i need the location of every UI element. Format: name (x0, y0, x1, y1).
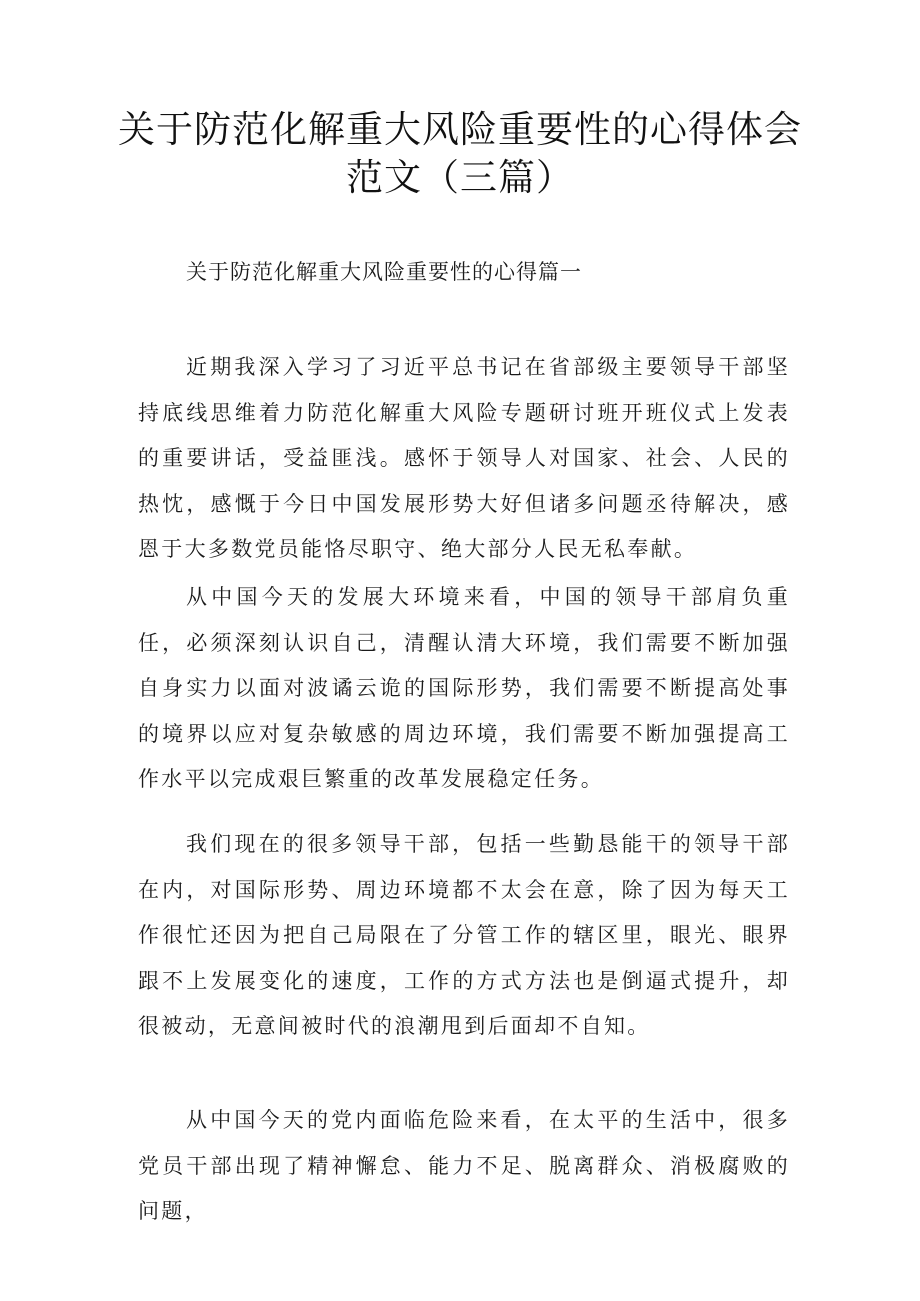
document-title-line-2: 范文（三篇） (346, 156, 574, 199)
paragraph-4: 从中国今天的党内面临危险来看，在太平的生活中，很多党员干部出现了精神懈怠、能力不足、脱离群众、消极腐败的问题， (138, 1108, 790, 1223)
paragraph-1: 近期我深入学习了习近平总书记在省部级主要领导干部坚持底线思维着力防范化解重大风险专题研讨班开班仪式上发表的重要讲话，受益匪浅。感怀于领导人对国家、社会、人民的热忱，感慨于今日中国发展形势大好但诸多问题丞待解决，感恩于大多数党员能恪尽职守、绝大部分人民无私奉献。 (138, 355, 790, 561)
paragraph-3: 我们现在的很多领导干部，包括一些勤恳能干的领导干部在内，对国际形势、周边环境都不太会在意，除了因为每天工作很忙还因为把自己局限在了分管工作的辖区里，眼光、眼界跟不上发展变化的速度，工作的方式方法也是倒逼式提升，却很被动，无意间被时代的浪潮甩到后面却不自知。 (138, 832, 790, 1038)
section-heading: 关于防范化解重大风险重要性的心得篇一 (186, 260, 582, 284)
paragraph-2: 从中国今天的发展大环境来看，中国的领导干部肩负重任，必须深刻认识自己，清醒认清大环境，我们需要不断加强自身实力以面对波谲云诡的国际形势，我们需要不断提高处事的境界以应对复杂敏感的周边环境，我们需要不断加强提高工作水平以完成艰巨繁重的改革发展稳定任务。 (138, 585, 790, 791)
document-title-line-1: 关于防范化解重大风险重要性的心得体会 (118, 108, 802, 151)
